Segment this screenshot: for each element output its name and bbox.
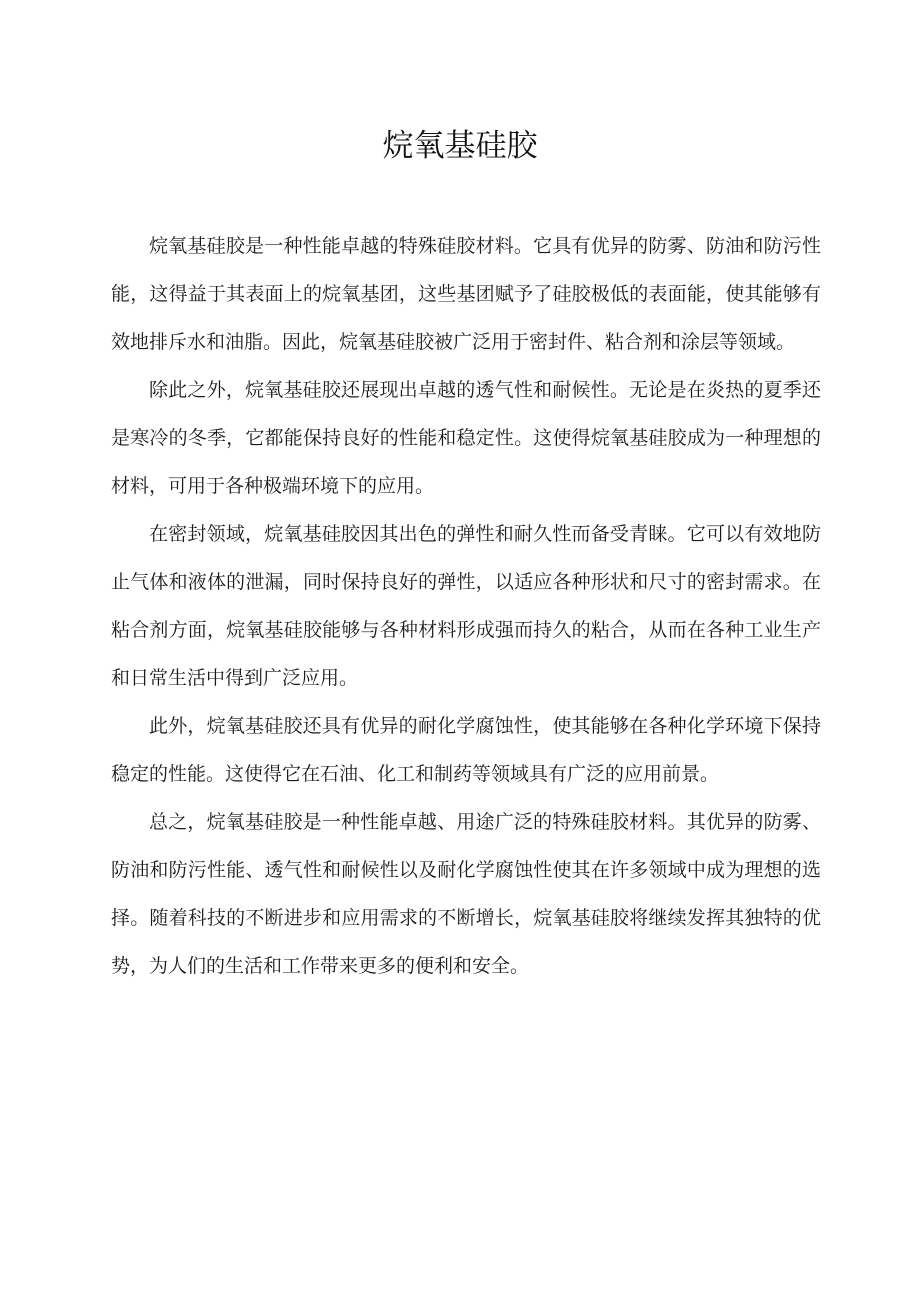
document-title: 烷氧基硅胶: [382, 128, 538, 164]
paragraph-5: 总之，烷氧基硅胶是一种性能卓越、用途广泛的特殊硅胶材料。其优异的防雾、防油和防污性能、透气性和耐候性以及耐化学腐蚀性使其在许多领域中成为理想的选择。随着科技的不断进步和应用需求的不断增长，烷氧基硅胶将继续发挥其独特的优势，为人们的生活和工作带来更多的便利和安全。: [111, 811, 821, 977]
document-body: [111, 222, 821, 990]
paragraph-2: 除此之外，烷氧基硅胶还展现出卓越的透气性和耐候性。无论是在炎热的夏季还是寒冷的冬季，它都能保持良好的性能和稳定性。这使得烷氧基硅胶成为一种理想的材料，可用于各种极端环境下的应用。: [111, 379, 821, 497]
paragraph-3: 在密封领域，烷氧基硅胶因其出色的弹性和耐久性而备受青睐。它可以有效地防止气体和液体的泄漏，同时保持良好的弹性，以适应各种形状和尺寸的密封需求。在粘合剂方面，烷氧基硅胶能够与各种材料形成强而持久的粘合，从而在各种工业生产和日常生活中得到广泛应用。: [111, 523, 821, 689]
paragraph-4: 此外，烷氧基硅胶还具有优异的耐化学腐蚀性，使其能够在各种化学环境下保持稳定的性能。这使得它在石油、化工和制药等领域具有广泛的应用前景。: [111, 715, 821, 785]
paragraph-1: 烷氧基硅胶是一种性能卓越的特殊硅胶材料。它具有优异的防雾、防油和防污性能，这得益于其表面上的烷氧基团，这些基团赋予了硅胶极低的表面能，使其能够有效地排斥水和油脂。因此，烷氧基硅胶被广泛用于密封件、粘合剂和涂层等领域。: [111, 235, 821, 353]
